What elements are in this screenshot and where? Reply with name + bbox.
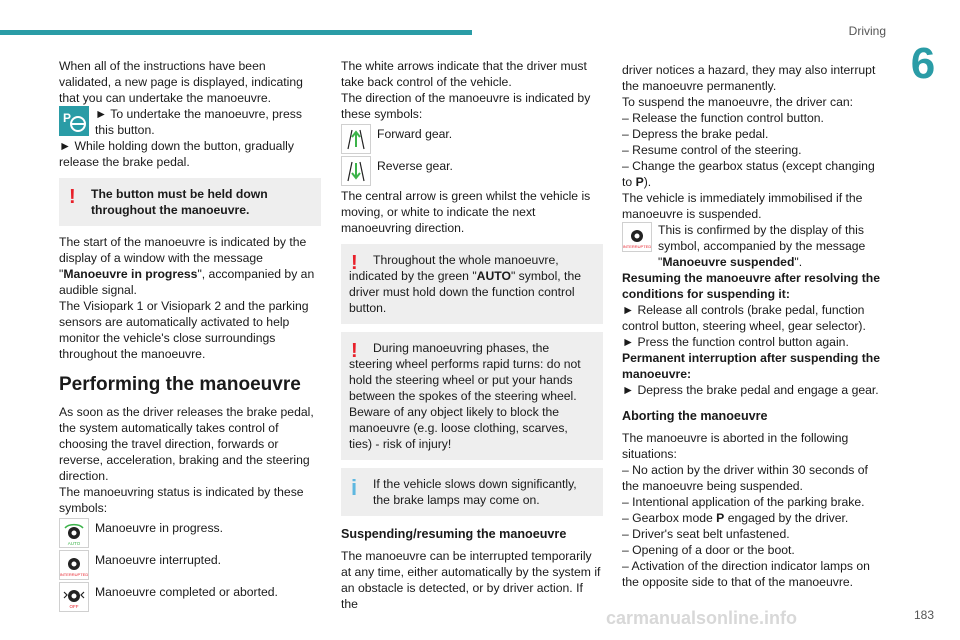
paragraph: The manoeuvre is aborted in the following situations: (622, 431, 849, 461)
bold-heading: Permanent interruption after suspending the manoeuvre: (622, 351, 880, 381)
subsection-heading: Aborting the manoeuvre (622, 409, 768, 423)
paragraph: The Visiopark 1 or Visiopark 2 and the parking sensors are automatically activated to help monitor the vehicle's close surroundings throughout the manoeuvre. (59, 299, 309, 361)
warning-note: ! Throughout the whole manoeuvre, indicated by the green "AUTO" symbol, the driver must hold down the function control button. (341, 244, 603, 324)
symbol-row (341, 124, 603, 154)
park-assist-button-icon (59, 106, 89, 136)
paragraph: The central arrow is green whilst the vehicle is moving, or white to indicate the next manoeuvring direction. (341, 189, 591, 235)
symbol-label: Reverse gear. (377, 159, 453, 173)
info-icon: i (351, 475, 358, 500)
watermark: carmanualsonline.info (606, 608, 798, 628)
symbol-label: Forward gear. (377, 127, 453, 141)
page-number: 183 (913, 608, 934, 622)
step: ► Depress the brake pedal and engage a gear. (622, 383, 879, 397)
list-item: – Change the gearbox status (except changing to P). (622, 159, 875, 189)
list-item: – Resume control of the steering. (622, 143, 802, 157)
list-item: – Gearbox mode P engaged by the driver. (622, 511, 849, 525)
confirmation-row (622, 222, 884, 270)
symbol-label: Manoeuvre interrupted. (95, 553, 222, 567)
section-heading: Performing the manoeuvre (59, 374, 301, 395)
column-3 (622, 62, 884, 590)
section-title: Driving (848, 24, 886, 38)
column-1 (59, 58, 321, 614)
list-item: – Release the function control button. (622, 111, 824, 125)
paragraph: When all of the instructions have been validated, a new page is displayed, indicating that you can undertake the manoeuvre. (59, 59, 303, 105)
header-accent-bar (0, 30, 472, 35)
list-item: – Activation of the direction indicator lamps on the opposite side to that of the manoeuvre. (622, 559, 870, 589)
symbol-row (59, 550, 321, 580)
symbol-row (59, 518, 321, 548)
steering-wheel-interrupted-icon (622, 222, 652, 252)
paragraph: To suspend the manoeuvre, the driver can: (622, 95, 854, 109)
step: ► Press the function control button again. (622, 335, 849, 349)
warning-icon: ! (69, 186, 76, 208)
svg-text:AUTO: AUTO (67, 541, 81, 546)
chapter-number: 6 (910, 39, 936, 88)
warning-note: ! The button must be held down throughout the manoeuvre. (59, 178, 321, 226)
paragraph: The white arrows indicate that the driver must take back control of the vehicle. (341, 59, 587, 89)
steering-wheel-interrupted-icon (59, 550, 89, 580)
steering-wheel-auto-icon (59, 518, 89, 548)
paragraph: The start of the manoeuvre is indicated by the display of a window with the message "Manoeuvre in progress", accompanied by an audible signal. (59, 235, 315, 297)
warning-icon: ! (351, 340, 358, 362)
list-item: – No action by the driver within 30 seconds of the manoeuvre being suspended. (622, 463, 868, 493)
list-item: – Intentional application of the parking brake. (622, 495, 865, 509)
list-item: – Driver's seat belt unfastened. (622, 527, 790, 541)
info-note: i If the vehicle slows down significantly, the brake lamps may come on. (341, 468, 603, 516)
svg-text:OFF: OFF (69, 604, 79, 609)
steering-wheel-off-icon (59, 582, 89, 612)
reverse-arrows-icon (341, 156, 371, 186)
warning-icon: ! (351, 252, 358, 274)
paragraph: The manoeuvre can be interrupted temporarily at any time, either automatically by the system if an obstacle is detected, or by driver action. If the (341, 549, 601, 611)
list-item: – Depress the brake pedal. (622, 127, 769, 141)
warning-note: ! During manoeuvring phases, the steering wheel performs rapid turns: do not hold the steering wheel or put your hands between the spokes of the steering wheel. Beware of any object likely to block the manoeuvre (e.g. loose clothing, scarves, ties) - risk of injury! (341, 332, 603, 460)
step-press-button: ► To undertake the manoeuvre, press this button. (95, 107, 302, 137)
paragraph: As soon as the driver releases the brake pedal, the system automatically takes control of choosing the travel direction, forwards or reverse, acceleration, braking and the steering direction. (59, 405, 314, 483)
bold-heading: Resuming the manoeuvre after resolving the conditions for suspending it: (622, 271, 881, 301)
column-2 (341, 58, 603, 612)
forward-arrows-icon (341, 124, 371, 154)
paragraph: The direction of the manoeuvre is indicated by these symbols: (341, 91, 591, 121)
symbol-label: Manoeuvre completed or aborted. (95, 585, 278, 599)
symbol-label: Manoeuvre in progress. (95, 521, 224, 535)
symbol-row (59, 582, 321, 612)
svg-text:INTERRUPTED: INTERRUPTED (60, 572, 88, 577)
svg-text:INTERRUPTED: INTERRUPTED (623, 244, 651, 249)
symbol-row (341, 156, 603, 186)
step: ► Release all controls (brake pedal, function control button, steering wheel, gear selector). (622, 303, 866, 333)
step-release-brake: ► While holding down the button, gradually release the brake pedal. (59, 139, 294, 169)
paragraph: The manoeuvring status is indicated by these symbols: (59, 485, 304, 515)
svg-text:P: P (63, 111, 72, 125)
paragraph: The vehicle is immediately immobilised if the manoeuvre is suspended. (622, 191, 863, 221)
list-item: – Opening of a door or the boot. (622, 543, 795, 557)
subsection-heading: Suspending/resuming the manoeuvre (341, 527, 567, 541)
paragraph: This is confirmed by the display of this symbol, accompanied by the message "Manoeuvre suspended". (658, 223, 866, 269)
step-row (59, 106, 321, 138)
paragraph: driver notices a hazard, they may also interrupt the manoeuvre permanently. (622, 63, 876, 93)
